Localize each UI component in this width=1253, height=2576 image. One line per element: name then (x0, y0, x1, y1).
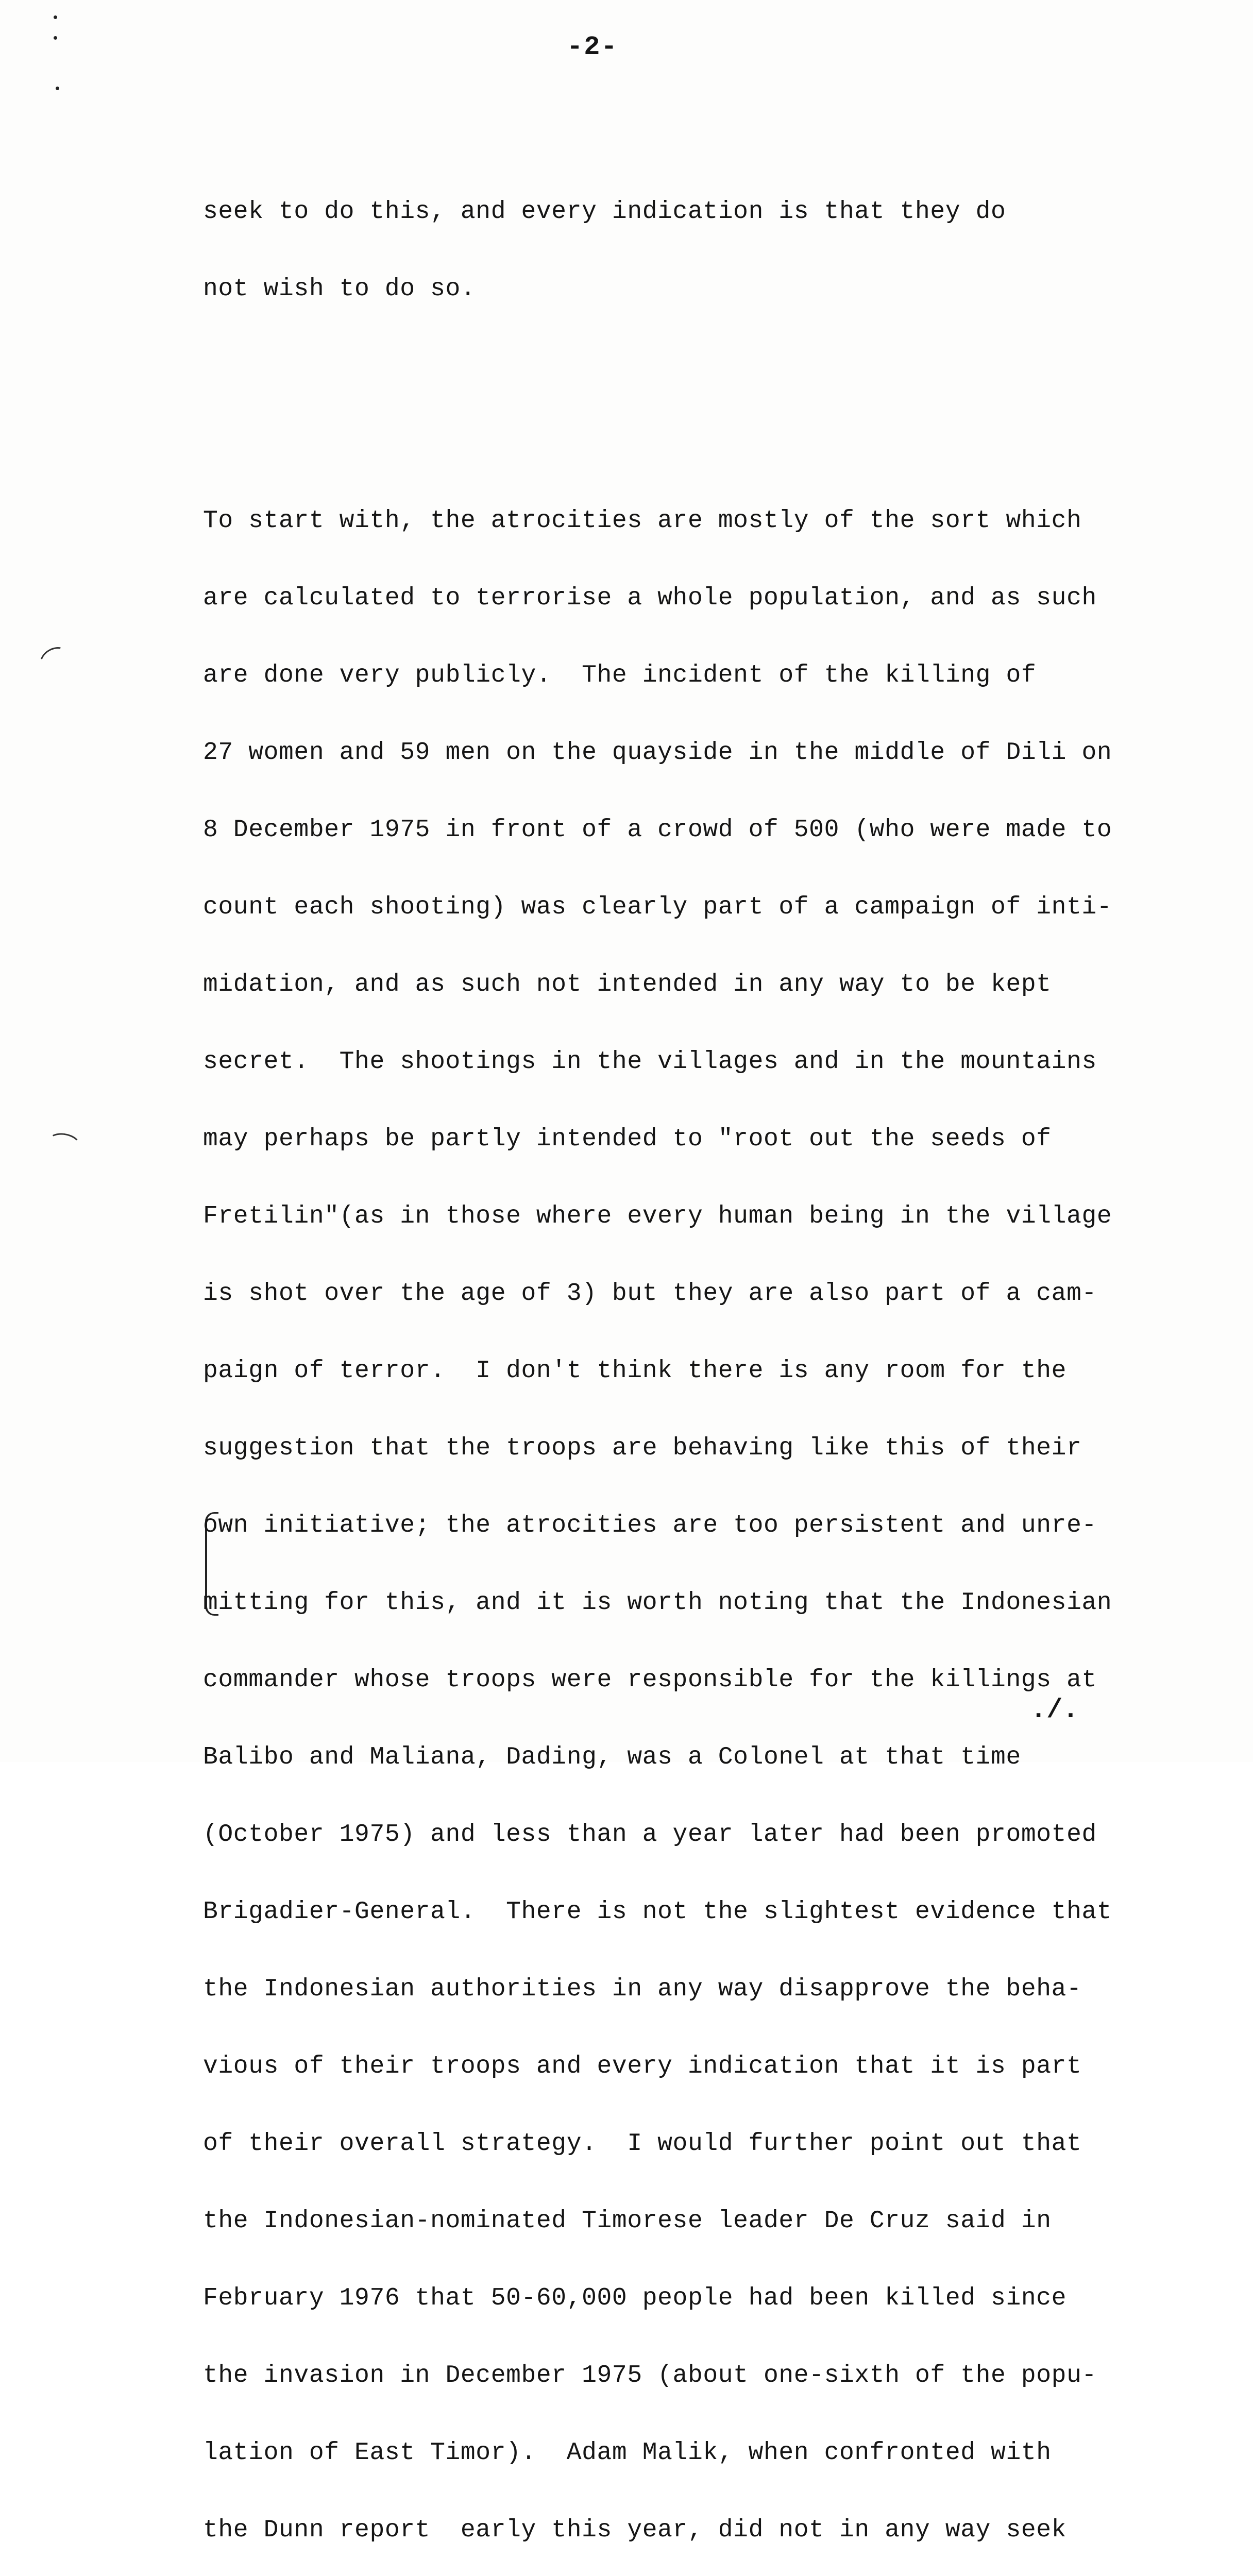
margin-dot-2 (54, 36, 57, 40)
text-line: seek to do this, and every indication is that they do (203, 198, 1006, 226)
text-line: commander whose troops were responsible for the killings at (203, 1666, 1097, 1694)
text-line: own initiative; the atrocities are too persistent and unre- (203, 1512, 1097, 1539)
text-line: mitting for this, and it is worth noting that the Indonesian (203, 1589, 1112, 1617)
text-line: 27 women and 59 men on the quayside in the middle of Dili on (203, 739, 1112, 767)
text-line: lation of East Timor). Adam Malik, when confronted with (203, 2439, 1052, 2467)
margin-pen-mark-1 (36, 642, 74, 678)
text-line: Balibo and Maliana, Dading, was a Colonel at that time (203, 1743, 1021, 1771)
paragraph-1 (203, 147, 1239, 353)
text-line: are calculated to terrorise a whole population, and as such (203, 584, 1097, 612)
text-line: the Dunn report early this year, did not in any way seek (203, 2516, 1067, 2544)
text-line: count each shooting) was clearly part of a campaign of inti- (203, 893, 1112, 921)
text-line: not wish to do so. (203, 275, 476, 303)
text-line: are done very publicly. The incident of the killing of (203, 662, 1037, 689)
margin-dot-1 (54, 15, 57, 19)
text-line: (October 1975) and less than a year later had been promoted (203, 1821, 1097, 1849)
continuation-mark: ./. (1030, 1695, 1079, 1725)
page-number: -2- (567, 32, 618, 62)
text-line: may perhaps be partly intended to "root out the seeds of (203, 1125, 1052, 1153)
text-line: paign of terror. I don't think there is any room for the (203, 1357, 1067, 1385)
text-line: secret. The shootings in the villages and in the mountains (203, 1048, 1097, 1076)
text-line: of their overall strategy. I would further point out that (203, 2130, 1082, 2158)
body-text (203, 96, 1239, 2576)
text-line: midation, and as such not intended in any way to be kept (203, 971, 1052, 998)
margin-dot-3 (56, 87, 59, 90)
text-line: the Indonesian authorities in any way disapprove the beha- (203, 1975, 1082, 2003)
margin-pen-mark-2 (46, 1131, 82, 1157)
text-line: To start with, the atrocities are mostly of the sort which (203, 507, 1082, 535)
text-line: is shot over the age of 3) but they are also part of a cam- (203, 1280, 1097, 1308)
text-line: vious of their troops and every indication that it is part (203, 2053, 1082, 2080)
text-line: the Indonesian-nominated Timorese leader De Cruz said in (203, 2207, 1052, 2235)
text-line: 8 December 1975 in front of a crowd of 500 (who were made to (203, 816, 1112, 844)
text-line: February 1976 that 50-60,000 people had been killed since (203, 2284, 1067, 2312)
paragraph-2 (203, 456, 1239, 2576)
text-line: suggestion that the troops are behaving like this of their (203, 1434, 1082, 1462)
text-line: Fretilin"(as in those where every human being in the village (203, 1202, 1112, 1230)
text-line: the invasion in December 1975 (about one-sixth of the popu- (203, 2362, 1097, 2389)
text-line: Brigadier-General. There is not the slightest evidence that (203, 1898, 1112, 1926)
